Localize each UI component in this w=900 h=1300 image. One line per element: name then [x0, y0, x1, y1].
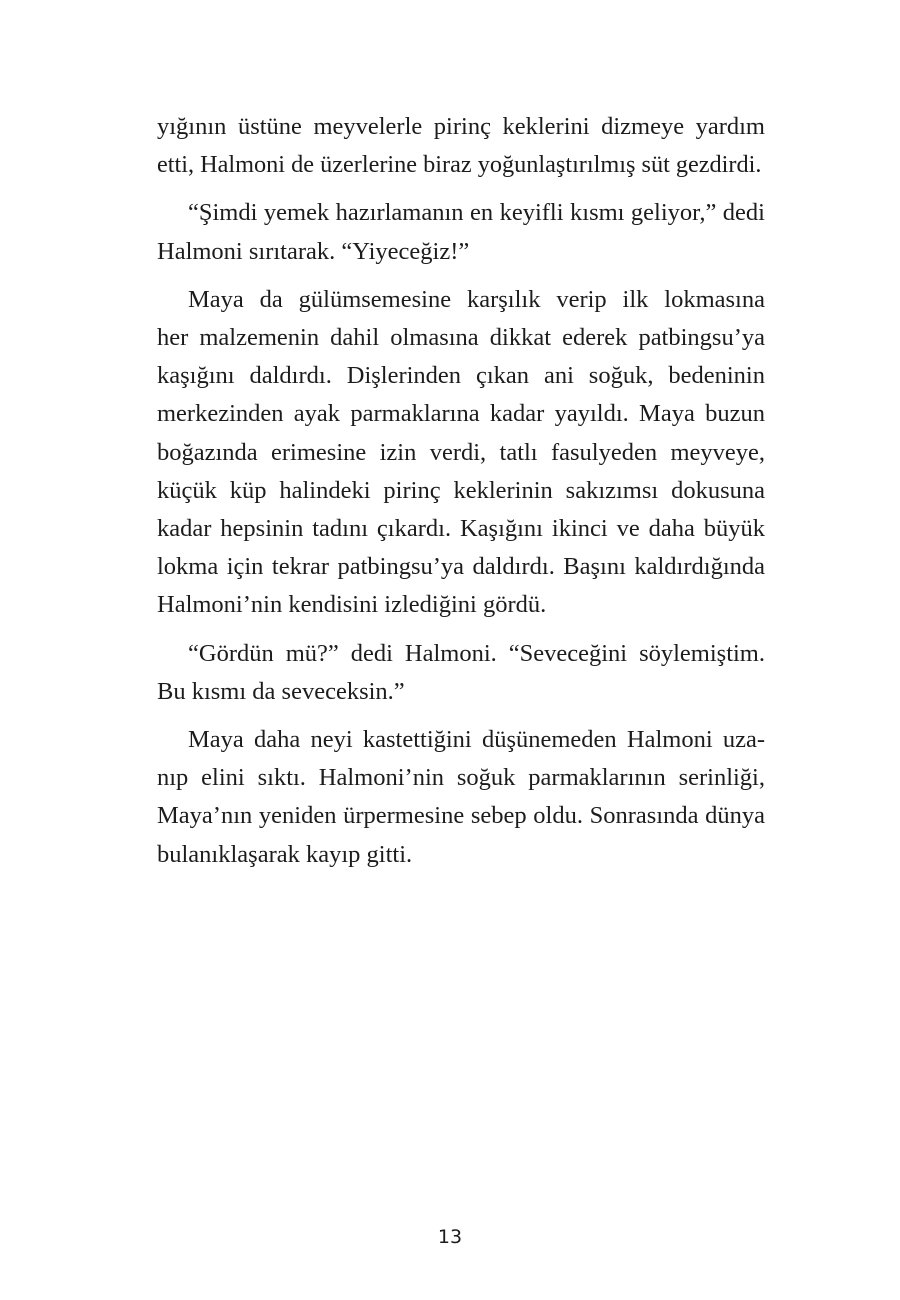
page-number: 13 — [437, 1226, 463, 1248]
paragraph — [157, 108, 765, 184]
text-line: Bu kısmı da seveceksin.” — [157, 677, 405, 705]
paragraph — [157, 635, 765, 711]
paragraph — [157, 194, 765, 270]
text-line: “Gördün mü?” dedi Halmoni. “Seveceğini söylemiştim. — [188, 639, 765, 667]
text-line: Halmoni’nin kendisini izlediğini gördü. — [157, 591, 547, 619]
text-line: kadar hepsinin tadını çıkardı. Kaşığını ikinci ve daha büyük — [157, 515, 765, 543]
text-line: Maya’nın yeniden ürpermesine sebep oldu. Sonrasında dünya — [157, 802, 765, 830]
text-line: merkezinden ayak parmaklarına kadar yayıldı. Maya buzun — [157, 400, 765, 428]
text-line: bulanıklaşarak kayıp gitti. — [157, 840, 413, 868]
text-line: lokma için tekrar patbingsu’ya daldırdı. Başını kaldırdığında — [157, 553, 765, 581]
text-line: Halmoni sırıtarak. “Yiyeceğiz!” — [157, 237, 470, 265]
body-text — [157, 108, 765, 874]
paragraph — [157, 721, 765, 874]
text-line: “Şimdi yemek hazırlamanın en keyifli kısmı geliyor,” dedi — [188, 199, 765, 227]
text-line: küçük küp halindeki pirinç keklerinin sakızımsı dokusuna — [157, 476, 765, 504]
text-line: nıp elini sıktı. Halmoni’nin soğuk parmaklarının serinliği, — [157, 764, 765, 792]
text-line: etti, Halmoni de üzerlerine biraz yoğunlaştırılmış süt gezdirdi. — [157, 151, 762, 179]
text-line: kaşığını daldırdı. Dişlerinden çıkan ani soğuk, bedeninin — [157, 362, 765, 390]
text-line: Maya da gülümsemesine karşılık verip ilk lokmasına — [188, 285, 765, 313]
text-line: yığının üstüne meyvelerle pirinç keklerini dizmeye yardım — [157, 113, 765, 140]
text-line: her malzemenin dahil olmasına dikkat ederek patbingsu’ya — [157, 324, 765, 352]
text-line: boğazında erimesine izin verdi, tatlı fasulyeden meyveye, — [157, 438, 765, 466]
paragraph — [157, 281, 765, 625]
text-line: Maya daha neyi kastettiğini düşünemeden Halmoni uza- — [188, 726, 765, 754]
